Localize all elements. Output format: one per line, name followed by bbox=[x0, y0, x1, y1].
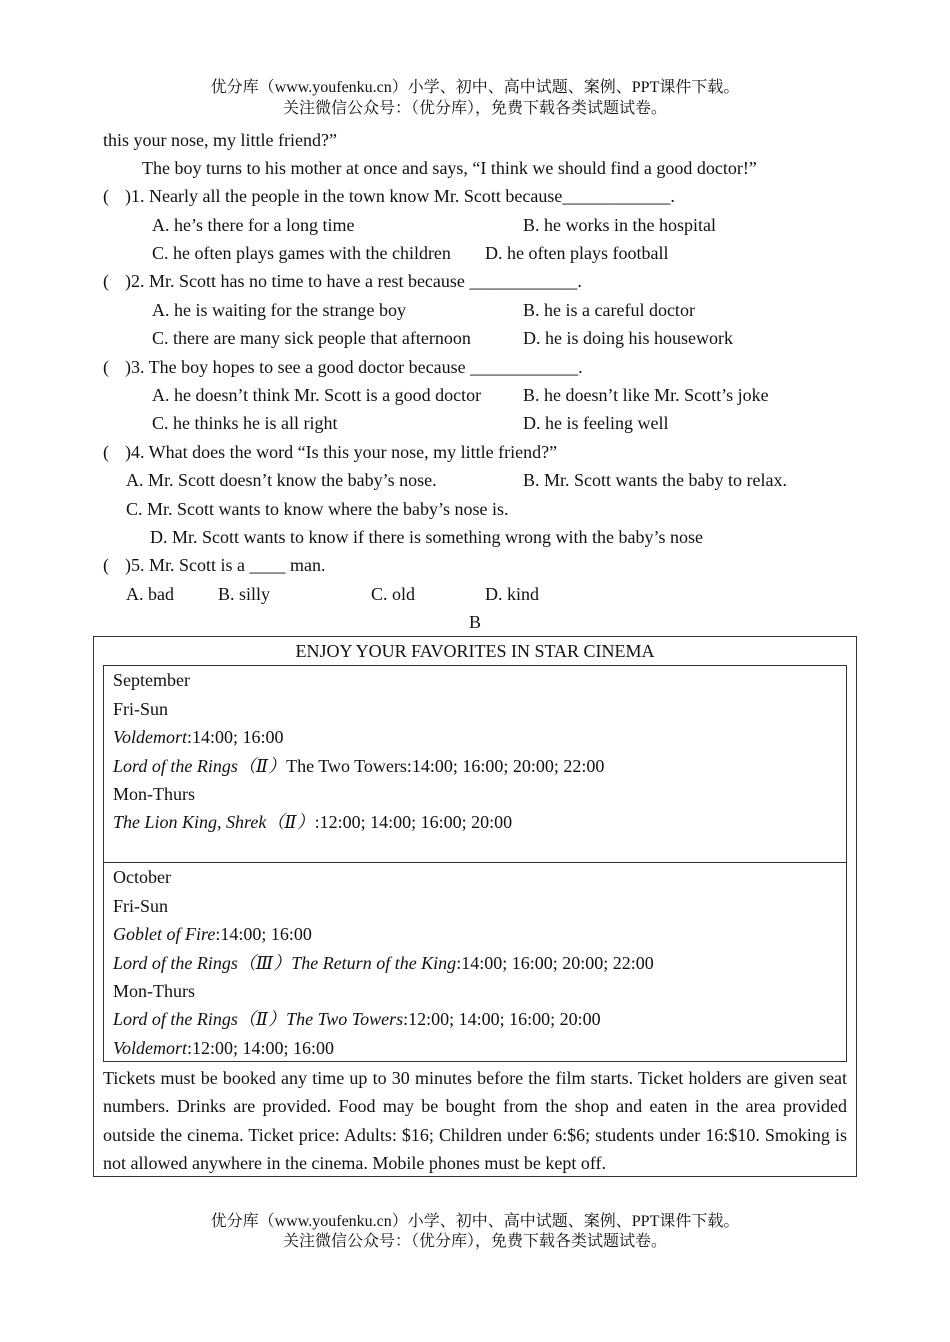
q4-option-a: A. Mr. Scott doesn’t know the baby’s nose. bbox=[126, 470, 437, 490]
page-footer-line2: 关注微信公众号：（优分库），免费下载各类试题试卷。 bbox=[282, 1233, 667, 1250]
september-showing-3 bbox=[113, 810, 512, 834]
film-title: Lord of the Rings（Ⅱ） bbox=[113, 756, 287, 776]
october-showing-2 bbox=[113, 951, 654, 975]
october-showing-4 bbox=[113, 1036, 334, 1060]
september-weekend-label: Fri-Sun bbox=[113, 699, 169, 719]
q3-option-b: B. he doesn’t like Mr. Scott’s joke bbox=[523, 385, 769, 405]
answer-blank-4[interactable]: ( bbox=[103, 442, 109, 462]
film-title: Voldemort bbox=[113, 727, 187, 747]
q2-option-d: D. he is doing his housework bbox=[523, 328, 733, 348]
q2-option-a: A. he is waiting for the strange boy bbox=[152, 300, 406, 320]
answer-blank-3[interactable]: ( bbox=[103, 357, 109, 377]
question-3-stem: )3. The boy hopes to see a good doctor because ____________. bbox=[125, 357, 583, 377]
q5-option-d: D. kind bbox=[485, 584, 539, 604]
passage-line-2: The boy turns to his mother at once and says, “I think we should find a good doctor!” bbox=[142, 158, 757, 178]
september-weekday-label: Mon-Thurs bbox=[113, 784, 195, 804]
showtimes: :14:00; 16:00 bbox=[215, 924, 312, 944]
question-1 bbox=[103, 184, 675, 208]
october-weekday-label: Mon-Thurs bbox=[113, 981, 195, 1001]
showtimes: :12:00; 14:00; 16:00; 20:00 bbox=[403, 1009, 601, 1029]
showtimes: :12:00; 14:00; 16:00; 20:00 bbox=[314, 812, 513, 832]
september-showing-1 bbox=[113, 725, 284, 749]
q1-option-c: C. he often plays games with the children bbox=[152, 243, 451, 263]
october-month: October bbox=[113, 867, 171, 887]
question-4 bbox=[103, 440, 557, 464]
september-showing-2 bbox=[113, 754, 604, 778]
october-showing-1 bbox=[113, 922, 312, 946]
answer-blank-1[interactable]: ( bbox=[103, 186, 109, 206]
answer-blank-2[interactable]: ( bbox=[103, 271, 109, 291]
film-title: The Lion King, Shrek（Ⅱ） bbox=[113, 812, 315, 832]
question-1-stem: )1. Nearly all the people in the town know Mr. Scott because____________. bbox=[125, 186, 675, 206]
q1-option-d: D. he often plays football bbox=[485, 243, 669, 263]
question-3 bbox=[103, 355, 583, 379]
showtimes: :14:00; 16:00; 20:00; 22:00 bbox=[456, 953, 654, 973]
september-month: September bbox=[113, 670, 190, 690]
q3-option-a: A. he doesn’t think Mr. Scott is a good doctor bbox=[152, 385, 482, 405]
q4-option-d: D. Mr. Scott wants to know if there is something wrong with the baby’s nose bbox=[150, 527, 703, 547]
showtimes: :14:00; 16:00 bbox=[187, 727, 284, 747]
october-showing-3 bbox=[113, 1007, 601, 1031]
question-5-stem: )5. Mr. Scott is a ____ man. bbox=[125, 555, 326, 575]
page-footer-line1: 优分库（www.youfenku.cn）小学、初中、高中试题、案例、PPT课件下载。 bbox=[210, 1213, 740, 1230]
question-4-stem: )4. What does the word “Is this your nose, my little friend?” bbox=[125, 442, 558, 462]
question-2-stem: )2. Mr. Scott has no time to have a rest because ____________. bbox=[125, 271, 582, 291]
passage-line-1: this your nose, my little friend?” bbox=[103, 130, 337, 150]
section-label: B bbox=[468, 612, 481, 632]
page-header-line1: 优分库（www.youfenku.cn）小学、初中、高中试题、案例、PPT课件下载。 bbox=[210, 79, 740, 96]
answer-blank-5[interactable]: ( bbox=[103, 555, 109, 575]
q5-option-b: B. silly bbox=[218, 584, 271, 604]
film-title: Voldemort bbox=[113, 1038, 187, 1058]
q5-option-c: C. old bbox=[371, 584, 416, 604]
page-header-line2: 关注微信公众号：（优分库），免费下载各类试题试卷。 bbox=[282, 100, 667, 117]
q1-option-a: A. he’s there for a long time bbox=[152, 215, 355, 235]
showtimes: :12:00; 14:00; 16:00 bbox=[187, 1038, 335, 1058]
q3-option-c: C. he thinks he is all right bbox=[152, 413, 338, 433]
october-weekend-label: Fri-Sun bbox=[113, 896, 169, 916]
question-5 bbox=[103, 553, 326, 577]
cinema-title: ENJOY YOUR FAVORITES IN STAR CINEMA bbox=[295, 641, 655, 661]
ticket-notice: Tickets must be booked any time up to 30 minutes before the film starts. Ticket holders are given seat numbers. Drinks are provided. Food may be bought from the shop and eaten in the area provided outside the cinema. Ticket price: Adults: $16; Children under 6:$6; students under 16:$10. Smoking is not allowed anywhere in the cinema. Mobile phones must be kept off. bbox=[103, 1068, 847, 1173]
film-title: Goblet of Fire bbox=[113, 924, 216, 944]
q5-option-a: A. bad bbox=[126, 584, 174, 604]
film-title: Lord of the Rings（Ⅱ）The Two Towers bbox=[113, 1009, 404, 1029]
q2-option-c: C. there are many sick people that afternoon bbox=[152, 328, 471, 348]
q2-option-b: B. he is a careful doctor bbox=[523, 300, 695, 320]
q4-option-b: B. Mr. Scott wants the baby to relax. bbox=[523, 470, 787, 490]
question-2 bbox=[103, 269, 582, 293]
q4-option-c: C. Mr. Scott wants to know where the baby’s nose is. bbox=[126, 499, 509, 519]
showtimes: The Two Towers:14:00; 16:00; 20:00; 22:00 bbox=[286, 756, 605, 776]
q1-option-b: B. he works in the hospital bbox=[523, 215, 716, 235]
film-title: Lord of the Rings（Ⅲ）The Return of the King bbox=[113, 953, 457, 973]
q3-option-d: D. he is feeling well bbox=[523, 413, 669, 433]
